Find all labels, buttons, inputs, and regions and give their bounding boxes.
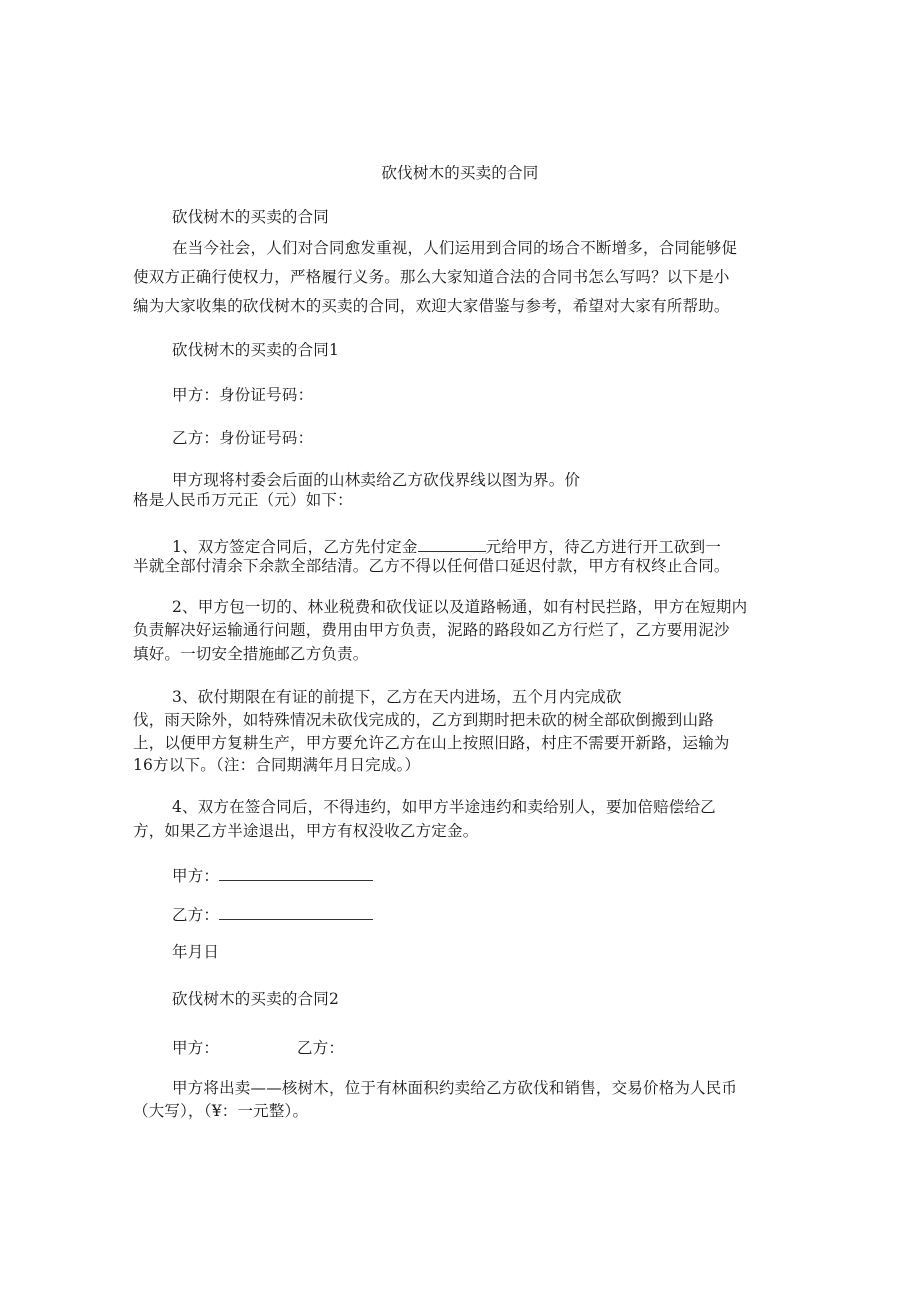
contract1-clause-3-line-1: 3、砍付期限在有证的前提下，乙方在天内进场，五个月内完成砍	[172, 688, 622, 706]
contract1-clause-3-line-4: 16方以下。（注：合同期满年月日完成。）	[133, 756, 421, 774]
sign-b-label: 乙方：	[172, 906, 220, 924]
contract1-sign-party-a	[172, 866, 373, 885]
contract1-heading: 砍伐树木的买卖的合同1	[172, 341, 340, 359]
sign-b-blank	[219, 905, 373, 920]
contract2-clause-1-line-1: 甲方将出卖——核树木，位于有林面积约卖给乙方砍伐和销售，交易价格为人民币	[172, 1079, 738, 1097]
contract1-clause-2-line-3: 填好。一切安全措施邮乙方负责。	[133, 645, 369, 663]
contract2-party-b: 乙方：	[297, 1039, 345, 1057]
contract1-date: 年月日	[172, 943, 220, 961]
contract2-heading: 砍伐树木的买卖的合同2	[172, 990, 340, 1008]
contract1-p0-line-2: 格是人民币万元正（元）如下：	[133, 491, 353, 509]
intro-line-3: 编为大家收集的砍伐树木的买卖的合同，欢迎大家借鉴与参考，希望对大家有所帮助。	[133, 297, 730, 315]
contract1-clause-4-line-2: 方，如果乙方半途退出，甲方有权没收乙方定金。	[133, 822, 479, 840]
document-subtitle: 砍伐树木的买卖的合同	[172, 208, 330, 226]
contract1-clause-4-line-1: 4、双方在签合同后，不得违约，如甲方半途违约和卖给别人，要加倍赔偿给乙	[172, 798, 716, 816]
sign-a-blank	[219, 866, 373, 881]
contract1-party-b: 乙方：身份证号码：	[172, 429, 314, 447]
clause-1-text-b: 元给甲方，待乙方进行开工砍到一	[485, 538, 722, 556]
contract1-clause-3-line-2: 伐，雨天除外，如特殊情况未砍伐完成的，乙方到期时把未砍的树全部砍倒搬到山路	[133, 711, 714, 729]
document-title: 砍伐树木的买卖的合同	[381, 164, 539, 182]
contract1-p0-line-1: 甲方现将村委会后面的山林卖给乙方砍伐界线以图为界。价	[172, 471, 581, 489]
contract1-clause-1-line-2: 半就全部付清余下余款全部结清。乙方不得以任何借口延迟付款，甲方有权终止合同。	[133, 557, 730, 575]
contract1-clause-3-line-3: 上，以便甲方复耕生产，甲方要允许乙方在山上按照旧路，村庄不需要开新路，运输为	[133, 734, 730, 752]
contract1-clause-1-line-1	[172, 537, 721, 556]
contract1-clause-2-line-1: 2、甲方包一切的、林业税费和砍伐证以及道路畅通，如有村民拦路，甲方在短期内	[172, 598, 748, 616]
deposit-amount-blank	[418, 537, 486, 552]
clause-1-text-a: 1、双方签定合同后，乙方先付定金	[172, 538, 418, 556]
sign-a-label: 甲方：	[172, 867, 220, 885]
intro-line-2: 使双方正确行使权力，严格履行义务。那么大家知道合法的合同书怎么写吗？以下是小	[133, 268, 730, 286]
contract2-clause-1-line-2: （大写），（¥：一元整）。	[133, 1102, 309, 1120]
contract2-party-a: 甲方：	[172, 1039, 220, 1057]
contract1-clause-2-line-2: 负责解决好运输通行问题，费用由甲方负责，泥路的路段如乙方行烂了，乙方要用泥沙	[133, 621, 730, 639]
contract1-sign-party-b	[172, 905, 373, 924]
intro-line-1: 在当今社会，人们对合同愈发重视，人们运用到合同的场合不断增多，合同能够促	[172, 239, 738, 257]
contract1-party-a: 甲方：身份证号码：	[172, 386, 314, 404]
